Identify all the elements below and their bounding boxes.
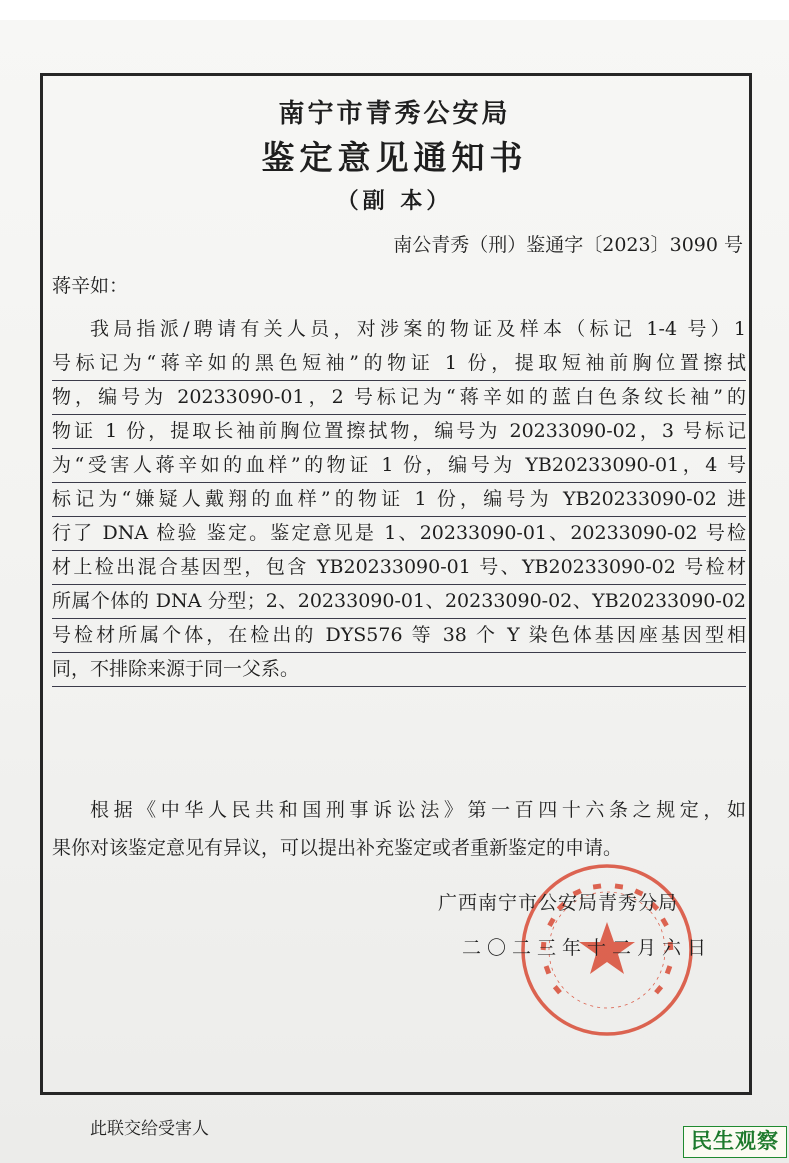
text-line: 材上检出混合基因型，包含 YB20233090-01 号、YB20233090-02 号检材 [52, 551, 746, 585]
text-line: 物，编号为 20233090-01，2 号标记为“蒋辛如的蓝白色条纹长袖”的 [52, 381, 746, 415]
paragraph-rights [52, 791, 746, 867]
text-line: 物证 1 份，提取长袖前胸位置擦拭物，编号为 20233090-02，3 号标记 [52, 415, 746, 449]
watermark-badge: 民生观察 [683, 1126, 787, 1158]
paragraph-appraisal [52, 313, 746, 687]
agency-name: 南宁市青秀公安局 [278, 99, 511, 129]
text-line: 根据《中华人民共和国刑事诉讼法》第一百四十六条之规定，如 [90, 799, 746, 821]
text-line: 号检材所属个体，在检出的 DYS576 等 38 个 Y 染色体基因座基因型相 [52, 619, 746, 653]
issuing-authority: 广西南宁市公安局青秀分局 [438, 892, 679, 914]
issue-date: 二〇二三年十二月六日 [462, 937, 713, 959]
text-line: 所属个体的 DNA 分型；2、20233090-01、20233090-02、YB20233090-02 [52, 585, 746, 619]
copy-label: （副 本） [336, 188, 453, 214]
recipient-salutation: 蒋辛如： [52, 275, 129, 297]
footer-note: 此联交给受害人 [90, 1119, 209, 1139]
top-band [0, 0, 789, 20]
text-line: 号标记为“蒋辛如的黑色短袖”的物证 1 份，提取短袖前胸位置擦拭 [52, 347, 746, 381]
text-line: 标记为“嫌疑人戴翔的血样”的物证 1 份，编号为 YB20233090-02 进 [52, 483, 746, 517]
document-title: 鉴定意见通知书 [261, 138, 528, 177]
text-line: 行了 DNA 检验 鉴定。鉴定意见是 1、20233090-01、20233090-02 号检 [52, 517, 746, 551]
text-line: 我局指派/聘请有关人员，对涉案的物证及样本（标记 1-4 号）1 [90, 318, 746, 340]
text-line: 同，不排除来源于同一父系。 [52, 653, 746, 687]
document-number: 南公青秀（刑）鉴通字〔2023〕3090 号 [393, 234, 743, 256]
text-line: 果你对该鉴定意见有异议，可以提出补充鉴定或者重新鉴定的申请。 [52, 837, 623, 859]
text-line: 为“受害人蒋辛如的血样”的物证 1 份，编号为 YB20233090-01，4 号 [52, 449, 746, 483]
